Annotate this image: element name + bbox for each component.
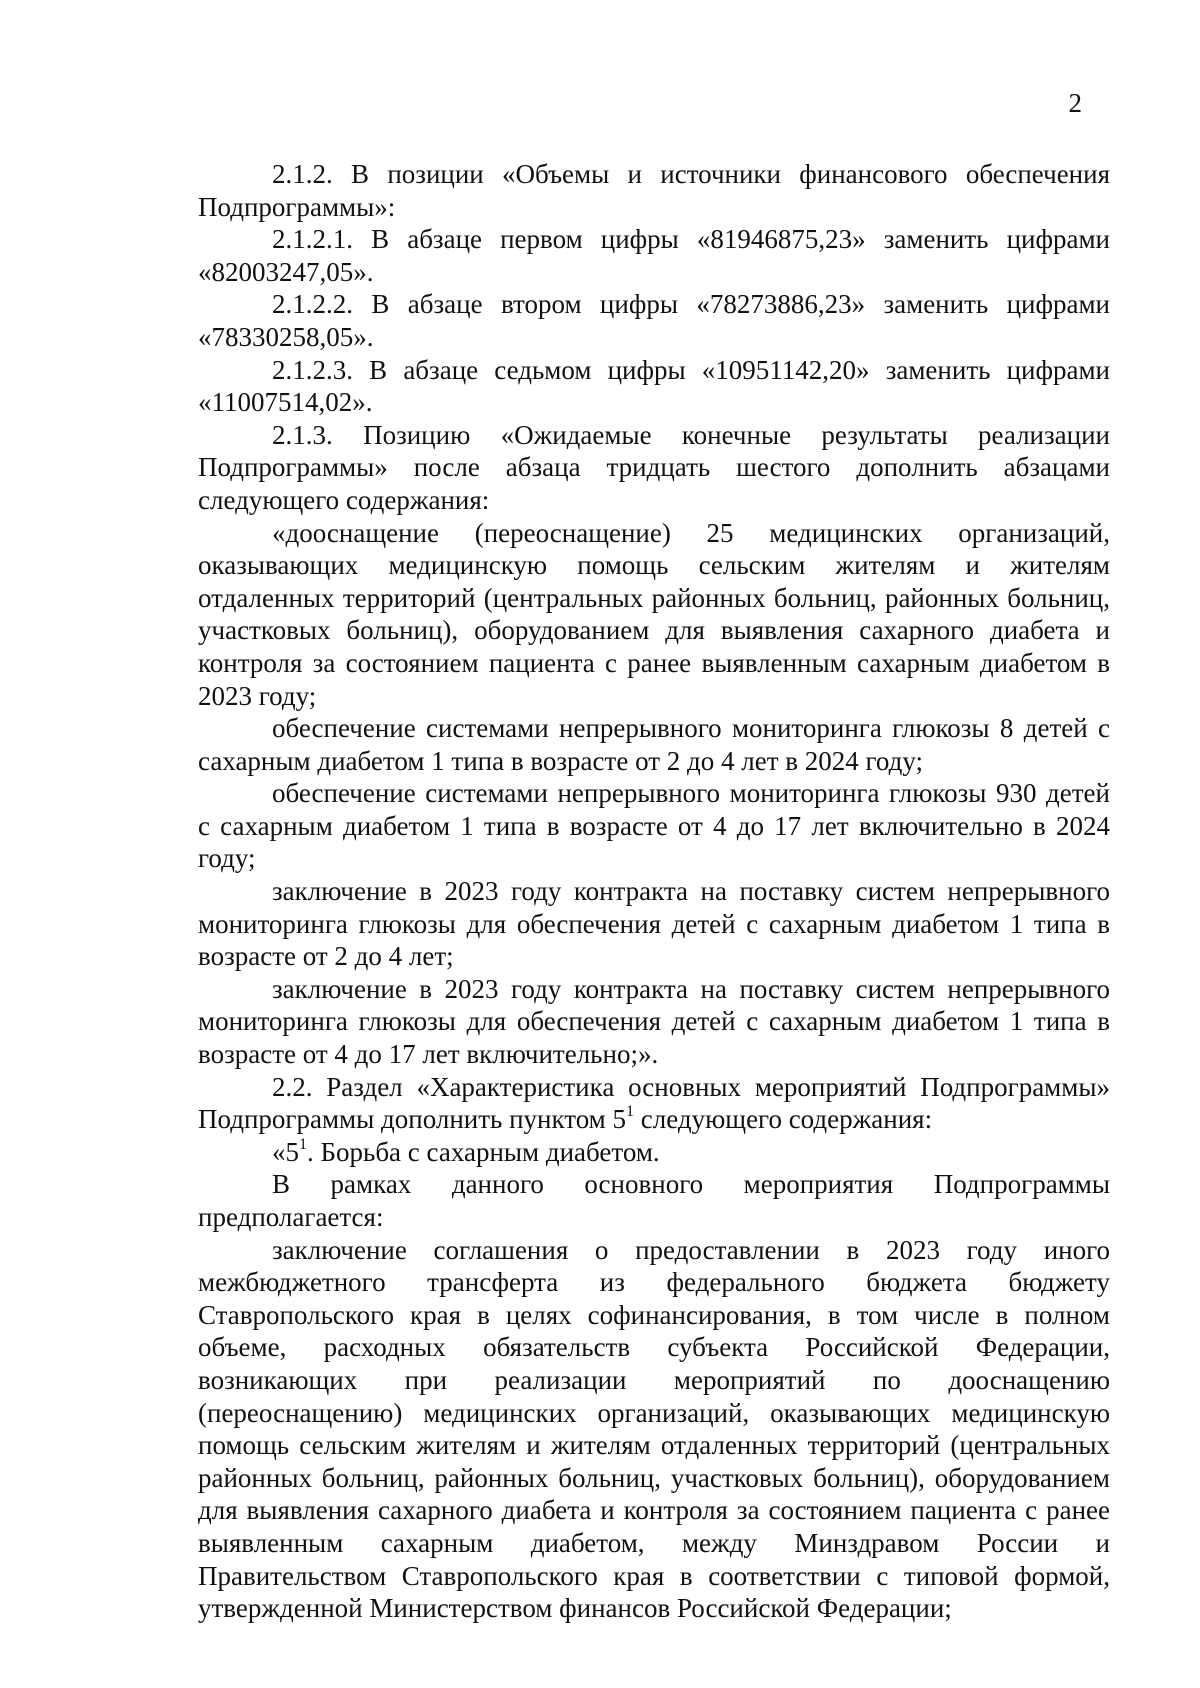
section-5-1-text-before: «5 — [272, 1136, 299, 1167]
paragraph-result-children-4-17: обеспечение системами непрерывного мониторинга глюкозы 930 детей с сахарным диабетом 1 типа в возрасте от 4 до 17 лет включительно в 2024 году; — [198, 778, 1110, 874]
paragraph-2-1-2-1: 2.1.2.1. В абзаце первом цифры «81946875,23» заменить цифрами «82003247,05». — [198, 224, 1110, 287]
paragraph-section-5-1-title — [198, 1136, 1110, 1169]
paragraph-agreement: заключение соглашения о предоставлении в 2023 году иного межбюджетного трансферта из федерального бюджета бюджету Ставропольского края в целях софинансирования, в том числе в полном объеме, расходных обязательств субъекта Российской Федерации, возникающих при реализации мероприятий по дооснащению (переоснащению) медицинских организаций, оказывающих медицинскую помощь сельским жителям и жителям отдаленных территорий (центральных районных больниц, районных больниц, участковых больниц), оборудованием для выявления сахарного диабета и контроля за состоянием пациента с ранее выявленным сахарным диабетом, между Минздравом России и Правительством Ставропольского края в соответствии с типовой формой, утвержденной Министерством финансов Российской Федерации; — [198, 1234, 1110, 1624]
superscript-1: 1 — [299, 1135, 307, 1153]
paragraph-contract-4-17: заключение в 2023 году контракта на поставку систем непрерывного мониторинга глюкозы для обеспечения детей с сахарным диабетом 1 типа в возрасте от 4 до 17 лет включительно;». — [198, 973, 1110, 1070]
paragraph-2-2-text-after: следующего содержания: — [634, 1104, 933, 1135]
paragraph-2-1-2: 2.1.2. В позиции «Объемы и источники финансового обеспечения Подпрограммы»: — [198, 159, 1110, 222]
paragraph-result-children-2-4: обеспечение системами непрерывного мониторинга глюкозы 8 детей с сахарным диабетом 1 типа в возрасте от 2 до 4 лет в 2024 году; — [198, 713, 1110, 776]
paragraph-result-equipment: «дооснащение (переоснащение) 25 медицинских организаций, оказывающих медицинскую помощь сельским жителям и жителям отдаленных территорий (центральных районных больниц, районных больниц, участковых больниц), оборудованием для выявления сахарного диабета и контроля за состоянием пациента с ранее выявленным сахарным диабетом в 2023 году; — [198, 517, 1110, 711]
paragraph-measure-intro: В рамках данного основного мероприятия Подпрограммы предполагается: — [198, 1169, 1110, 1232]
document-body — [198, 158, 1110, 1625]
paragraph-contract-2-4: заключение в 2023 году контракта на поставку систем непрерывного мониторинга глюкозы для обеспечения детей с сахарным диабетом 1 типа в возрасте от 2 до 4 лет; — [198, 876, 1110, 972]
paragraph-2-1-2-2: 2.1.2.2. В абзаце втором цифры «78273886,23» заменить цифрами «78330258,05». — [198, 289, 1110, 352]
section-5-1-text-after: . Борьба с сахарным диабетом. — [307, 1136, 660, 1167]
paragraph-2-2 — [198, 1071, 1110, 1136]
superscript-1: 1 — [626, 1103, 635, 1121]
page-number: 2 — [1068, 88, 1082, 118]
paragraph-2-1-3: 2.1.3. Позицию «Ожидаемые конечные результаты реализации Подпрограммы» после абзаца тридцать шестого дополнить абзацами следующего содержания: — [198, 419, 1110, 515]
paragraph-2-1-2-3: 2.1.2.3. В абзаце седьмом цифры «10951142,20» заменить цифрами «11007514,02». — [198, 354, 1110, 418]
paragraph-2-2-text-before: 2.2. Раздел «Характеристика основных мероприятий Подпрограммы» Подпрограммы дополнить пунктом 5 — [198, 1071, 1110, 1135]
